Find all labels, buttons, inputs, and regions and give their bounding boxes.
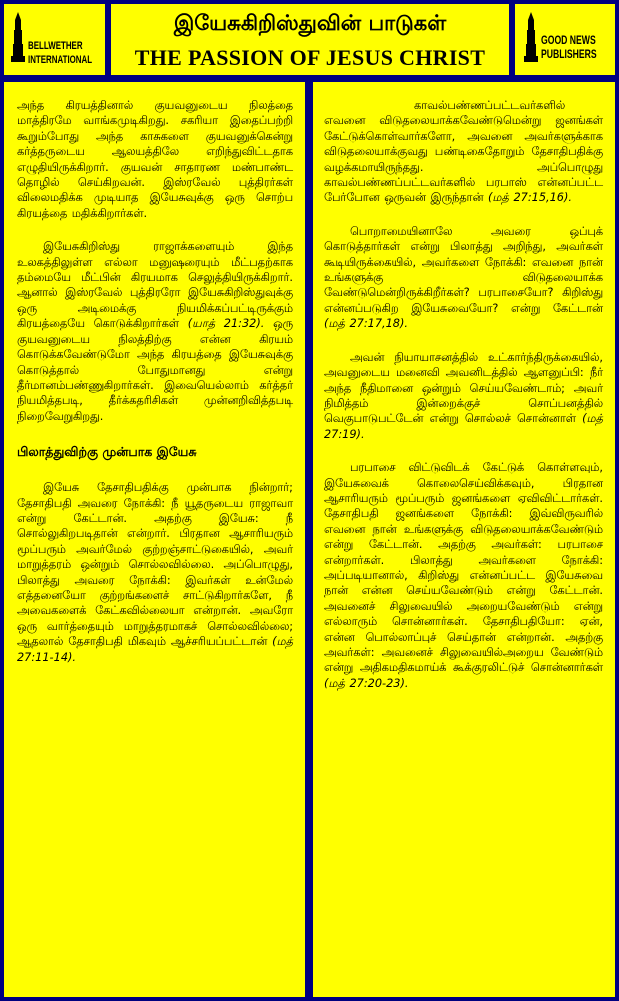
- scripture-reference: (மத் 27:15,16).: [488, 191, 572, 205]
- scripture-reference: (யாத் 21:32).: [187, 317, 265, 331]
- right-paragraph-2: [324, 224, 603, 332]
- right-paragraph-3-text: அவன் நியாயாசனத்தில் உட்கார்ந்திருக்கையில், அவனுடைய மனைவி அவனிடத்தில் ஆளனுப்பி: நீர் அந்த நீதிமானை ஒன்றும் செய்யவேண்டாம்; அவர் நிமித்தம் இன்றைக்குச் சொப்பனத்தில் வெகுபாடுபட்டேன் என்று சொல்லச் சொன்னாள்: [324, 350, 603, 426]
- title-banner: [109, 2, 511, 77]
- right-paragraph-4-text: பரபாசை விட்டுவிடக் கேட்டுக் கொள்ளவும், இயேசுவைக் கொலைசெய்விக்கவும், பிரதான ஆசாரியரும் மூப்பரும் ஜனங்களை ஏவிவிட்டார்கள். தேசாதிபதி ஜனங்களை நோக்கி: இவ்விருவரில் எவனை நான் உங்களுக்கு விடுதலையாக்கவேண்டும் என்று கேட்டான். அதற்கு அவர்கள்: பரபாசை என்றார்கள். பிலாத்து அவர்களை நோக்கி: அப்படியானால், கிறிஸ்து என்னப்பட்ட இயேசுவை நான் என்ன செய்யவேண்டும் என்று கேட்டான். அவனைச் சிலுவையில் அறையவேண்டும் என்று எல்லாரும் சொன்னார்கள். தேசாதிபதியோ: ஏன், என்ன பொல்லாப்புச் செய்தான் என்றான். அதற்கு அவர்கள்: அவனைச் சிலுவையில்அறைய வேண்டும் என்று அதிகமதிகமாய்க் கூக்குரலிட்டுச் சொன்னார்கள்: [324, 461, 603, 675]
- left-paragraph-3-text: இயேசு தேசாதிபதிக்கு முன்பாக நின்றார்; தேசாதிபதி அவரை நோக்கி: நீ யூதருடைய ராஜாவா என்று கேட்டான். அதற்கு இயேசு: நீ சொல்லுகிறபடிதான் என்றார். பிரதான ஆசாரியரும் மூப்பரும் அவர்மேல் குற்றஞ்சாட்டுகையில், அவர் மாறுத்தரம் ஒன்றும் சொல்லவில்லை. அப்பொழுது, பிலாத்து அவரை நோக்கி: இவர்கள் உன்மேல் எத்தனையோ குற்றங்களைச் சாட்டுகிறார்களே, நீ அவைகளைக் கேட்கவில்லையா என்றான். அவரோ ஒரு வார்த்தையும் மாறுத்தரமாகச் சொல்லவில்லை; ஆதலால் தேசாதிபதி மிகவும் ஆச்சரியப்பட்டான்: [17, 481, 293, 649]
- bell-tower-icon: [10, 12, 26, 62]
- right-paragraph-2-text: பொறாமையினாலே அவரை ஒப்புக் கொடுத்தார்கள் என்று பிலாத்து அறிந்து, அவர்கள் கூடியிருக்கையில், அவர்களை நோக்கி: எவனை நான் உங்களுக்கு விடுதலையாக்க வேண்டுமென்றிருக்கிறீர்கள்? பரபாசையோ? கிறிஸ்து என்னப்படுகிற இயேசுவையோ? என்று கேட்டான்: [324, 224, 603, 315]
- right-paragraph-3: [324, 350, 603, 442]
- logo-right-line1: GOOD NEWS: [541, 33, 596, 47]
- left-paragraph-1: [17, 98, 293, 221]
- left-paragraph-2: [17, 239, 293, 424]
- scripture-reference: (மத் 27:20-23).: [324, 676, 409, 690]
- logo-left-line1: BELLWETHER: [28, 40, 83, 52]
- title-english: THE PASSION OF JESUS CHRIST: [134, 45, 486, 70]
- logo-right-line2: PUBLISHERS: [541, 47, 597, 61]
- scripture-reference: (மத் 27:11-14).: [17, 635, 293, 664]
- bell-tower-icon: [523, 12, 539, 62]
- right-paragraph-1: [324, 98, 603, 206]
- good-news-logo: [513, 2, 617, 77]
- left-paragraph-2-text: இயேசுகிறிஸ்து ராஜாக்களையும் இந்த உலகத்திலுள்ள எல்லா மனுஷரையும் மீட்பதற்காக தம்மையே மீட்பின் கிரயமாக செலுத்தியிருக்கிறார். ஆனால் இஸ்ரவேல் புத்திரரோ இயேசுகிறிஸ்துவுக்கு ஒரு அடிமைக்கு நியமிக்கப்பட்டிருக்கும் கிரயத்தையே கொடுக்கிறார்கள்: [17, 240, 293, 331]
- left-paragraph-3: [17, 480, 293, 665]
- title-tamil: இயேசுகிறிஸ்துவின் பாடுகள்: [173, 11, 447, 35]
- right-paragraph-1-text: காவல்பண்ணப்பட்டவர்களில் எவனை விடுதலையாக்கவேண்டுமென்று ஜனங்கள் கேட்டுக்கொள்வார்களோ, அவனை அவர்களுக்காக விடுதலையாக்குவது பண்டிகைதோறும் தேசாதிபதிக்கு வழக்கமாயிருந்தது. அப்பொழுது காவல்பண்ணப்பட்டவர்களில் பரபாஸ் என்னப்பட்ட பேர்போன ஒருவன் இருந்தான்: [324, 99, 603, 205]
- left-paragraph-2-tail: ஒரு குயவனுடைய நிலத்திற்கு என்ன கிரயம் கொடுக்கவேண்டுமோ அந்த கிரயத்தை இயேசுவுக்கு கொடுத்தால் போதுமானது என்று தீர்மானம்பண்ணுகிறார்கள். இவையெல்லாம் கர்த்தர் நியமித்தபடி, தீர்க்கதரிசிகள் முன்னறிவித்தபடி நிறைவேறுகிறது.: [17, 317, 294, 423]
- left-paragraph-1-text: அந்த கிரயத்தினால் குயவனுடைய நிலத்தை மாத்திரமே வாங்கமுடிகிறது. சகரியா இதைப்பற்றி கூறும்போது அந்த காசுகளை குயவனுக்கென்று கர்த்தருடைய ஆலயத்திலே எறிந்துவிட்டதாக எழுதியிருக்கிறார். குயவன் சாதாரண மண்பாண்ட தொழில் செய்கிறவன். இஸ்ரவேல் புத்திரர்கள் விலைமதிக்க முடியாத இயேசுவுக்கு ஒரு சொற்ப கிரயத்தை மதிக்கிறார்கள்.: [17, 99, 293, 220]
- bellwether-logo: [2, 2, 107, 77]
- scripture-reference: (மத் 27:19).: [324, 412, 603, 441]
- left-column: [2, 80, 307, 999]
- section-heading: பிலாத்துவிற்கு முன்பாக இயேசு: [17, 444, 197, 460]
- right-paragraph-4: [324, 460, 603, 691]
- scripture-reference: (மத் 27:17,18).: [324, 317, 408, 331]
- logo-left-line2: INTERNATIONAL: [28, 54, 93, 66]
- right-column: [311, 80, 617, 999]
